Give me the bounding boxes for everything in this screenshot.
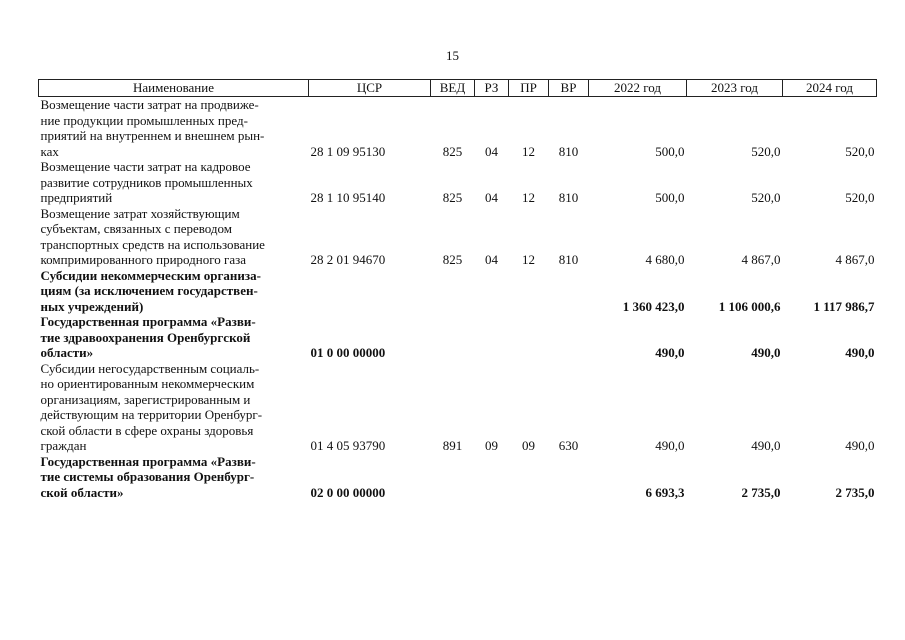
row-csr: 28 2 01 94670: [310, 252, 386, 267]
row-value-2024: 2 735,0: [835, 484, 875, 500]
row-name-line: действующим на территории Оренбург-: [40, 407, 263, 422]
row-vr: 810: [558, 252, 579, 267]
table-row: [39, 206, 877, 268]
row-name-line: Субсидии некоммерческим организа-: [40, 267, 261, 283]
row-name: [39, 314, 309, 361]
row-name: [39, 206, 309, 268]
row-vr: [549, 314, 589, 361]
row-name-line: транспортных средств на использование: [40, 236, 265, 252]
row-pr: 12: [522, 190, 535, 205]
row-ved: 825: [442, 252, 463, 267]
row-ved: 891: [442, 438, 463, 453]
row-name-line: компримированного природного газа: [40, 252, 247, 267]
row-value-2022: 6 693,3: [645, 484, 685, 500]
row-csr: 01 4 05 93790: [310, 438, 386, 453]
row-ved: [431, 454, 475, 501]
row-name-line: организациям, зарегистрированным и: [40, 391, 251, 407]
row-csr: 28 1 10 95140: [310, 190, 386, 205]
row-value-2023: 1 106 000,6: [718, 298, 781, 314]
header-vr: ВР: [549, 80, 589, 97]
table-row: [39, 454, 877, 501]
row-value-2023: 490,0: [751, 438, 781, 453]
row-rz: 04: [485, 143, 498, 159]
row-value-2024: 520,0: [845, 190, 875, 205]
row-value-2024: 1 117 986,7: [813, 298, 875, 314]
row-csr: 01 0 00 00000: [310, 345, 386, 360]
row-rz: [475, 454, 509, 501]
row-name-line: циям (за исключением государствен-: [40, 283, 258, 298]
row-value-2024: 4 867,0: [835, 252, 875, 267]
row-ved: [431, 268, 475, 315]
row-name-line: приятий на внутреннем и внешнем рын-: [40, 128, 265, 143]
row-value-2022: 490,0: [655, 345, 685, 360]
row-ved: 825: [442, 190, 463, 205]
row-name-line: Возмещение части затрат на продвиже-: [40, 97, 259, 112]
row-value-2024: 490,0: [845, 438, 875, 453]
row-name-line: области»: [40, 345, 94, 360]
row-name-line: ние продукции промышленных пред-: [40, 112, 248, 128]
row-name-line: предприятий: [40, 190, 113, 205]
header-ved: ВЕД: [431, 80, 475, 97]
row-name-line: но ориентированным некоммерческим: [40, 376, 255, 391]
page-number: 15: [446, 48, 459, 63]
table-row: [39, 361, 877, 454]
row-vr: [549, 268, 589, 315]
table-row: [39, 97, 877, 160]
row-pr: 12: [522, 143, 535, 159]
header-rz: РЗ: [475, 80, 509, 97]
row-csr: 02 0 00 00000: [310, 484, 386, 500]
row-name: [39, 97, 309, 160]
row-name: [39, 361, 309, 454]
row-name-line: тие здравоохранения Оренбургской: [40, 329, 251, 345]
row-pr: [509, 268, 549, 315]
header-2022: 2022 год: [589, 80, 687, 97]
row-rz: 04: [485, 252, 498, 267]
row-pr: 09: [522, 438, 535, 453]
row-vr: 810: [558, 190, 579, 205]
row-value-2022: 1 360 423,0: [622, 298, 685, 314]
row-value-2022: 4 680,0: [645, 252, 685, 267]
row-pr: 12: [522, 252, 535, 267]
header-2024: 2024 год: [783, 80, 877, 97]
row-rz: [475, 268, 509, 315]
row-rz: 04: [485, 190, 498, 205]
budget-table: [38, 79, 877, 500]
row-csr: 28 1 09 95130: [310, 143, 386, 159]
row-value-2023: 2 735,0: [741, 484, 781, 500]
row-name-line: тие системы образования Оренбург-: [40, 469, 255, 484]
row-vr: 810: [558, 143, 579, 159]
row-name-line: развитие сотрудников промышленных: [40, 174, 253, 190]
row-name-line: ской области в сфере охраны здоровья: [40, 422, 254, 438]
row-ved: 825: [442, 143, 463, 159]
table-row: [39, 314, 877, 361]
row-name-line: Субсидии негосударственным социаль-: [40, 360, 260, 376]
row-name-line: Государственная программа «Разви-: [40, 453, 256, 469]
table-body: [39, 97, 877, 501]
row-value-2022: 500,0: [655, 143, 685, 159]
header-pr: ПР: [509, 80, 549, 97]
row-value-2022: 490,0: [655, 438, 685, 453]
row-value-2023: 520,0: [751, 143, 781, 159]
row-name-line: граждан: [40, 438, 87, 453]
row-name-line: ской области»: [40, 484, 124, 500]
row-ved: [431, 314, 475, 361]
row-name-line: Возмещение части затрат на кадровое: [40, 159, 251, 174]
row-value-2022: 500,0: [655, 190, 685, 205]
row-name-line: Возмещение затрат хозяйствующим: [40, 205, 240, 221]
row-rz: [475, 314, 509, 361]
header-name: Наименование: [39, 80, 309, 97]
row-pr: [509, 454, 549, 501]
row-csr: [309, 268, 431, 315]
table-row: [39, 159, 877, 206]
row-name-line: субъектам, связанных с переводом: [40, 221, 232, 236]
header-csr: ЦСР: [309, 80, 431, 97]
row-vr: 630: [558, 438, 579, 453]
row-rz: 09: [485, 438, 498, 453]
row-name-line: Государственная программа «Разви-: [40, 314, 256, 329]
header-2023: 2023 год: [687, 80, 783, 97]
row-pr: [509, 314, 549, 361]
row-name-line: ках: [40, 143, 59, 159]
row-name-line: ных учреждений): [40, 298, 144, 314]
row-value-2023: 520,0: [751, 190, 781, 205]
row-name: [39, 268, 309, 315]
row-value-2023: 4 867,0: [741, 252, 781, 267]
table-header: [39, 80, 877, 97]
row-name: [39, 159, 309, 206]
table-row: [39, 268, 877, 315]
row-value-2024: 520,0: [845, 143, 875, 159]
row-value-2023: 490,0: [751, 345, 781, 360]
row-vr: [549, 454, 589, 501]
row-value-2024: 490,0: [845, 345, 875, 360]
row-name: [39, 454, 309, 501]
